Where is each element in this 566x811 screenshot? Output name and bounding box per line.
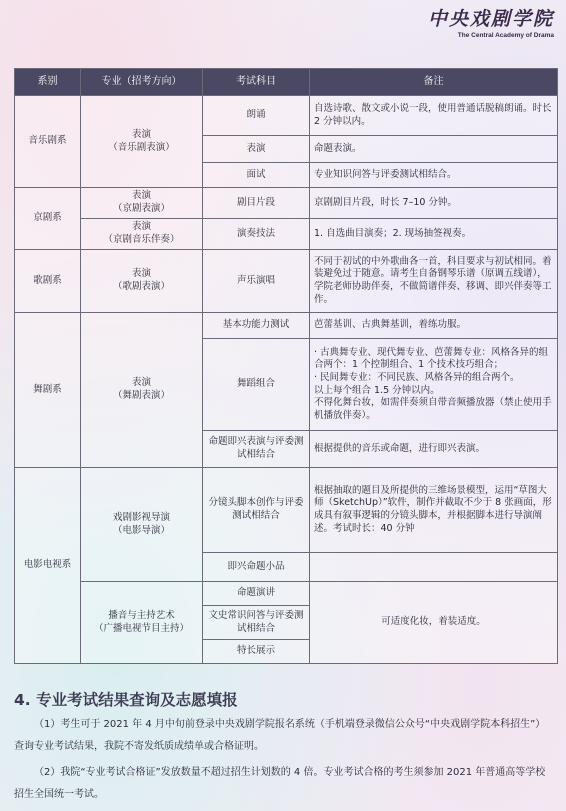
exam-subjects-table xyxy=(14,68,558,664)
subject-cell: 文史常识问答与评委测试相结合 xyxy=(203,606,310,640)
subject-cell: 剧目片段 xyxy=(203,188,310,219)
subject-cell: 声乐演唱 xyxy=(203,250,310,313)
table-row xyxy=(15,96,558,136)
table-row xyxy=(15,582,558,606)
dept-cell: 京剧系 xyxy=(15,188,81,250)
subject-cell: 特长展示 xyxy=(203,640,310,664)
note-cell xyxy=(310,553,558,582)
paragraph-certificate: （2）我院“专业考试合格证”发放数量不超过招生计划数的 4 倍。专业考试合格的考生须参加 2021 年普通高等学校招生全国统一考试。 xyxy=(14,767,546,800)
subject-cell: 命题即兴表演与评委测试相结合 xyxy=(203,431,310,468)
table-row xyxy=(15,313,558,339)
subject-cell: 朗诵 xyxy=(203,96,310,136)
note-cell: 不同于初试的中外歌曲各一首，科目要求与初试相同。着装避免过于随意。请考生自备钢琴乐谱（原调五线谱），学院老师协助伴奏，不做简谱伴奏、移调、即兴伴奏等工作。 xyxy=(310,250,558,313)
table-row xyxy=(15,188,558,219)
subject-cell: 面试 xyxy=(203,163,310,188)
major-cell: 表演 （音乐剧表演） xyxy=(81,96,203,188)
dept-cell: 舞剧系 xyxy=(15,313,81,468)
academy-logo xyxy=(428,4,554,39)
subject-cell: 基本功能力测试 xyxy=(203,313,310,339)
note-cell: 自选诗歌、散文或小说一段，使用普通话脱稿朗诵。时长 2 分钟以内。 xyxy=(310,96,558,136)
note-cell: 命题表演。 xyxy=(310,136,558,163)
subject-cell: 表演 xyxy=(203,136,310,163)
major-cell: 表演 （京剧表演） xyxy=(81,188,203,219)
major-cell: 戏剧影视导演 （电影导演） xyxy=(81,468,203,582)
table-row xyxy=(15,250,558,313)
subject-cell: 即兴命题小品 xyxy=(203,553,310,582)
table-header-row xyxy=(15,69,558,96)
note-cell: 1. 自选曲目演奏；2. 现场抽签视奏。 xyxy=(310,219,558,250)
subject-cell: 演奏技法 xyxy=(203,219,310,250)
subject-cell: 分镜头脚本创作与评委测试相结合 xyxy=(203,468,310,553)
note-cell: 根据抽取的题目及所提供的三维场景模型，运用“草图大师（SketchUp）”软件，制作并截取不少于 8 张画面，形成具有叙事逻辑的分镜头脚本，并根据脚本进行导演阐述。考试时长：40 分钟 xyxy=(310,468,558,553)
major-cell: 表演 （京剧音乐伴奏） xyxy=(81,219,203,250)
table-row xyxy=(15,219,558,250)
header-major: 专业（招考方向） xyxy=(81,69,203,96)
section-title: 4. 专业考试结果查询及志愿填报 xyxy=(14,691,238,709)
header-subject: 考试科目 xyxy=(203,69,310,96)
note-cell: 可适度化妆，着装适度。 xyxy=(310,582,558,664)
dept-cell: 音乐剧系 xyxy=(15,96,81,188)
note-cell: 芭蕾基训、古典舞基训，着练功服。 xyxy=(310,313,558,339)
major-cell: 表演 （歌剧表演） xyxy=(81,250,203,313)
dept-cell: 电影电视系 xyxy=(15,468,81,664)
paragraph-results-query: （1）考生可于 2021 年 4 月中旬前登录中央戏剧学院报名系统（手机端登录微信公众号“中央戏剧学院本科招生”）查询专业考试结果，我院不寄发纸质成绩单或合格证明。 xyxy=(14,719,546,752)
header-note: 备注 xyxy=(310,69,558,96)
dept-cell: 歌剧系 xyxy=(15,250,81,313)
note-cell: 根据提供的音乐或命题，进行即兴表演。 xyxy=(310,431,558,468)
table-row xyxy=(15,468,558,553)
note-cell: 京剧剧目片段，时长 7–10 分钟。 xyxy=(310,188,558,219)
logo-english-name: The Central Academy of Drama xyxy=(457,32,554,39)
logo-chinese-name: 中央戏剧学院 xyxy=(427,8,554,30)
major-cell: 播音与主持艺术 （广播电视节目主持） xyxy=(81,582,203,664)
subject-cell: 舞蹈组合 xyxy=(203,339,310,431)
subject-cell: 命题演讲 xyxy=(203,582,310,606)
note-cell: 专业知识问答与评委测试相结合。 xyxy=(310,163,558,188)
note-cell: · 古典舞专业、现代舞专业、芭蕾舞专业：风格各异的组合两个：1 个控制组合、1 个技术技巧组合； · 民间舞专业：不同民族、风格各异的组合两个。 以上每个组合 1.5 分钟以内。 不得化舞台妆，如需伴奏须自带音频播放器（禁止使用手机播放伴奏）。 xyxy=(310,339,558,431)
major-cell: 表演 （舞剧表演） xyxy=(81,313,203,468)
header-dept: 系别 xyxy=(15,69,81,96)
